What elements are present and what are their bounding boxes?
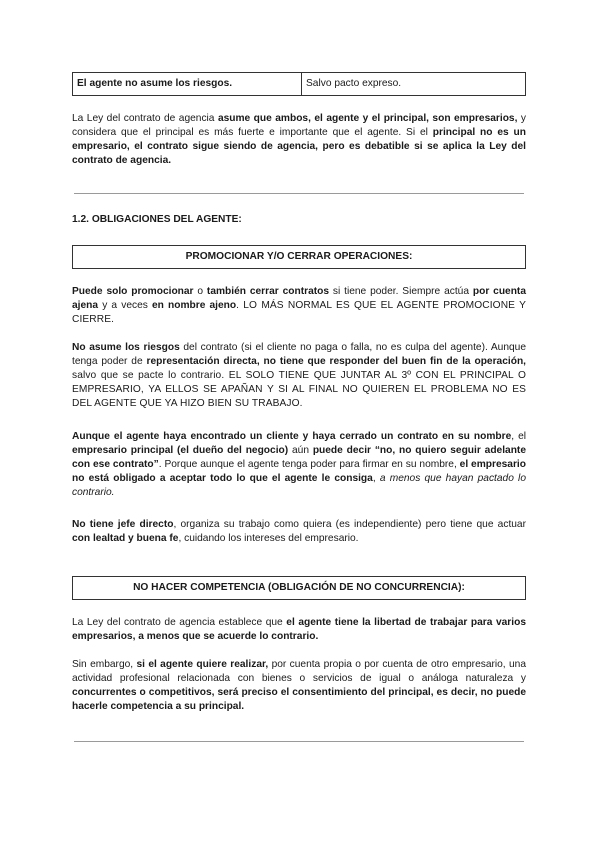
p1-bold-4: en nombre ajeno xyxy=(151,300,237,311)
table-cell-value: Salvo pacto expreso. xyxy=(302,73,526,96)
p5-text-1: La Ley del contrato de agencia establece que xyxy=(72,617,287,628)
risk-table xyxy=(72,72,526,96)
p2-text-2: salvo que se pacte lo contrario. EL SOLO TIENE QUE JUNTAR AL 3º CON EL PRINCIPAL O EMPRESARIO, YA ELLOS SE APAÑAN Y SI AL FINAL NO QUIEREN EL PROBLEMA NO ES DEL AGENTE QUE YA HIZO BIEN SU TRABAJO. xyxy=(72,370,526,409)
p4-bold-2: con lealtad y buena fe xyxy=(72,533,179,544)
table-row xyxy=(73,73,526,96)
section-title: 1.2. OBLIGACIONES DEL AGENTE: xyxy=(72,214,242,225)
p3-italic: a menos que hayan pactado lo contrario. xyxy=(72,473,526,498)
p3-text-3: . Porque aunque el agente tenga poder para firmar en su nombre, xyxy=(158,459,460,470)
intro-text-2: y considera que el principal es más fuerte e importante que el agente. Si el xyxy=(72,113,526,138)
p1-text-4: . LO MÁS NORMAL ES QUE EL AGENTE PROMOCIONE Y CIERRE. xyxy=(72,300,526,325)
table-cell-concept: El agente no asume los riesgos. xyxy=(73,73,302,96)
p1-bold-1: Puede solo promocionar xyxy=(72,286,194,297)
p3-text-4: , xyxy=(372,473,380,484)
subsection-box-competencia: NO HACER COMPETENCIA (OBLIGACIÓN DE NO CONCURRENCIA): xyxy=(72,576,526,600)
p1-bold-2: también cerrar contratos xyxy=(206,286,330,297)
paragraph-riesgos xyxy=(72,341,526,411)
p6-bold-1: si el agente quiere realizar, xyxy=(136,659,269,670)
intro-bold-1: asume que ambos, el agente y el principal, son empresarios, xyxy=(217,113,518,124)
p5-bold-1: el agente tiene la libertad de trabajar para varios empresarios, a menos que se acuerde lo contrario. xyxy=(72,617,526,642)
intro-text-1: La Ley del contrato de agencia xyxy=(72,113,218,124)
p3-bold-4: el empresario no está obligado a aceptar todo lo que el agente le consiga xyxy=(72,459,526,484)
p2-bold-1: No asume los riesgos xyxy=(72,342,180,353)
p4-text-2: , cuidando los intereses del empresario. xyxy=(178,533,359,544)
paragraph-empresario xyxy=(72,430,526,500)
intro-paragraph xyxy=(72,112,526,168)
p1-text-3: y a veces xyxy=(98,300,152,311)
p3-text-1: , el xyxy=(511,431,526,442)
divider xyxy=(74,193,524,194)
paragraph-libertad xyxy=(72,616,526,644)
p4-text-1: , organiza su trabajo como quiera (es independiente) pero tiene que actuar xyxy=(173,519,526,530)
p1-text-1: o xyxy=(193,286,207,297)
p2-bold-2: representación directa, no tiene que responder del buen fin de la operación, xyxy=(146,356,526,367)
p2-text-1: del contrato (si el cliente no paga o falla, no es culpa del agente). Aunque tenga poder de xyxy=(72,342,526,367)
p3-text-2: aún xyxy=(288,445,313,456)
paragraph-promocionar xyxy=(72,285,526,327)
p6-bold-2: concurrentes o competitivos, será preciso el consentimiento del principal, es decir, no puede hacerle competencia a su principal. xyxy=(72,687,526,712)
subsection-box-promocionar: PROMOCIONAR Y/O CERRAR OPERACIONES: xyxy=(72,245,526,269)
p3-bold-3: puede decir “no, no quiero seguir adelante con ese contrato” xyxy=(72,445,526,470)
p6-text-1: Sin embargo, xyxy=(72,659,137,670)
p6-text-2: por cuenta propia o por cuenta de otro empresario, una actividad profesional relacionada con bienes o servicios de igual o análoga naturaleza y xyxy=(72,659,526,684)
p1-text-2: si tiene poder. Siempre actúa xyxy=(329,286,473,297)
paragraph-jefe xyxy=(72,518,526,546)
intro-bold-2: principal no es un empresario, el contrato sigue siendo de agencia, pero es debatible si se aplica la Ley del contrato de agencia. xyxy=(72,127,526,166)
paragraph-concurrencia xyxy=(72,658,526,714)
p3-bold-2: empresario principal (el dueño del negocio) xyxy=(72,445,289,456)
p4-bold-1: No tiene jefe directo xyxy=(72,519,174,530)
p3-bold-1: Aunque el agente haya encontrado un cliente y haya cerrado un contrato en su nombre xyxy=(72,431,512,442)
divider-bottom xyxy=(74,741,524,742)
p1-bold-3: por cuenta ajena xyxy=(72,286,526,311)
